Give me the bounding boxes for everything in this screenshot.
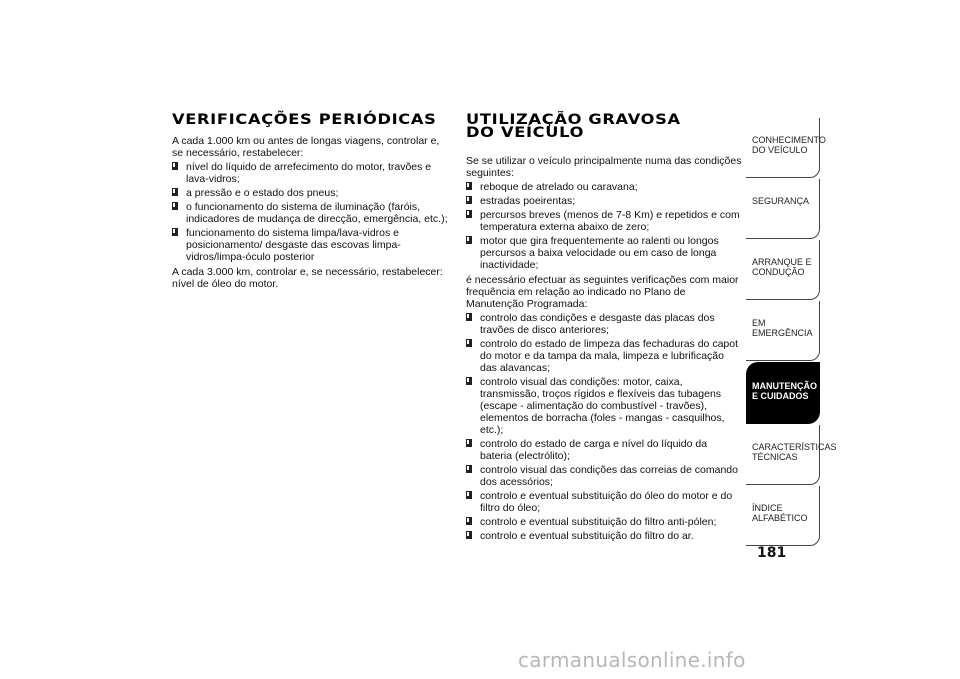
list-item: estradas poeirentas;: [466, 195, 742, 207]
list-item: controlo do estado de carga e nível do líquido da bateria (electrólito);: [466, 438, 742, 462]
list-item: percursos breves (menos de 7-8 Km) e repetidos e com temperatura externa abaixo de zero;: [466, 209, 742, 233]
checkbox-bullet-icon: [466, 465, 472, 473]
chapter-tabs: [746, 118, 837, 547]
checkbox-bullet-icon: [466, 531, 472, 539]
tab-em-emergencia[interactable]: EM EMERGÊNCIA: [746, 301, 820, 361]
conditions-list: [466, 181, 742, 271]
watermark: carmanualsonline.info: [518, 648, 746, 672]
tab-indice-alfabetico[interactable]: ÍNDICE ALFABÉTICO: [746, 486, 820, 546]
right-middle: é necessário efectuar as seguintes verificações com maior frequência em relação ao indicado no Plano de Manutenção Programada:: [466, 274, 739, 310]
left-intro: A cada 1.000 km ou antes de longas viagens, controlar e, se necessário, restabelecer:: [172, 135, 440, 159]
list-item: motor que gira frequentemente ao ralenti ou longos percursos a baixa velocidade ou em caso de longa inactividade;: [466, 235, 742, 271]
right-intro: Se se utilizar o veículo principalmente numa das condições seguintes:: [466, 155, 742, 179]
checks-list: [466, 312, 742, 542]
list-item: controlo e eventual substituição do filtro anti-pólen;: [466, 516, 742, 528]
tab-arranque-e-conducao[interactable]: ARRANQUE E CONDUÇÃO: [746, 240, 820, 300]
tab-manutencao-e-cuidados[interactable]: MANUTENÇÃO E CUIDADOS: [746, 362, 820, 424]
checkbox-bullet-icon: [172, 162, 178, 170]
tab-seguranca[interactable]: SEGURANÇA: [746, 179, 820, 239]
checkbox-bullet-icon: [172, 228, 178, 236]
tab-conhecimento-do-veiculo[interactable]: CONHECIMENTO DO VEÍCULO: [746, 118, 820, 178]
left-column: [172, 114, 450, 292]
section-title-utilizacao: UTILIZAÇÃO GRAVOSA DO VEÍCULO: [466, 112, 681, 141]
list-item: controlo visual das condições das correias de comando dos acessórios;: [466, 464, 742, 488]
list-item: nível do líquido de arrefecimento do motor, travões e lava-vidros;: [172, 161, 450, 185]
right-column: [466, 114, 742, 545]
checkbox-bullet-icon: [466, 339, 472, 347]
list-item: controlo do estado de limpeza das fechaduras do capot do motor e da tampa da mala, limpeza e lubrificação das alavancas;: [466, 338, 742, 374]
checkbox-bullet-icon: [466, 196, 472, 204]
checkbox-bullet-icon: [466, 517, 472, 525]
list-item: reboque de atrelado ou caravana;: [466, 181, 742, 193]
checkbox-bullet-icon: [466, 377, 472, 385]
checkbox-bullet-icon: [172, 202, 178, 210]
left-checklist: [172, 161, 450, 263]
checkbox-bullet-icon: [466, 210, 472, 218]
list-item: o funcionamento do sistema de iluminação (faróis, indicadores de mudança de direcção, emergência, etc.);: [172, 201, 450, 225]
checkbox-bullet-icon: [466, 236, 472, 244]
checkbox-bullet-icon: [466, 439, 472, 447]
list-item: controlo e eventual substituição do óleo do motor e do filtro do óleo;: [466, 490, 742, 514]
left-outro: A cada 3.000 km, controlar e, se necessário, restabelecer: nível de óleo do motor.: [172, 266, 443, 290]
list-item: controlo visual das condições: motor, caixa, transmissão, troços rígidos e flexíveis das tubagens (escape - alimentação do combustível - travões), elementos de borracha (foles - mangas - casquilhos, etc.);: [466, 376, 742, 436]
list-item: controlo e eventual substituição do filtro do ar.: [466, 530, 742, 542]
list-item: funcionamento do sistema limpa/lava-vidros e posicionamento/ desgaste das escovas limpa-vidros/limpa-óculo posterior: [172, 227, 450, 263]
tab-caracteristicas-tecnicas[interactable]: CARACTERÍSTICAS TÉCNICAS: [746, 425, 820, 485]
checkbox-bullet-icon: [466, 182, 472, 190]
list-item: controlo das condições e desgaste das placas dos travões de disco anteriores;: [466, 312, 742, 336]
checkbox-bullet-icon: [466, 313, 472, 321]
section-title-verificacoes: VERIFICAÇÕES PERIÓDICAS: [172, 112, 437, 128]
list-item: a pressão e o estado dos pneus;: [172, 187, 450, 199]
checkbox-bullet-icon: [172, 188, 178, 196]
checkbox-bullet-icon: [466, 491, 472, 499]
page-number: 181: [757, 545, 787, 561]
